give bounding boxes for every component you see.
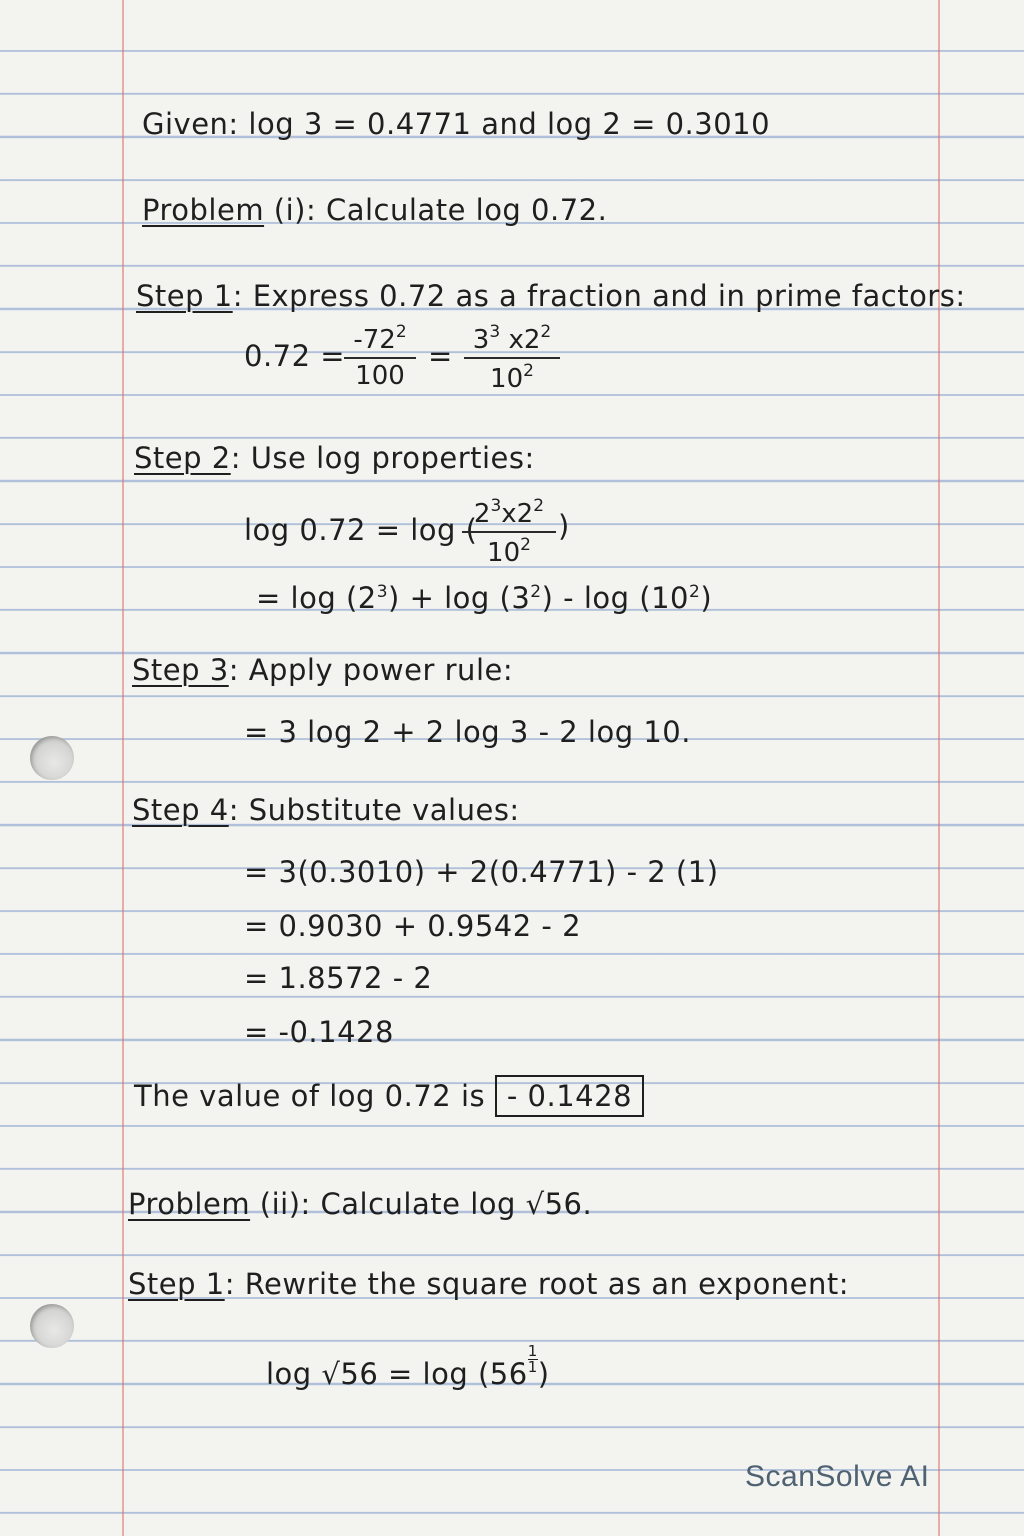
fraction-72-over-100: $\frac{-72^2}{100}$ xyxy=(344,324,416,389)
step-1-lhs: 0.72 = xyxy=(244,339,346,373)
step-4-line-1: = 3(0.3010) + 2(0.4771) - 2 (1) xyxy=(244,855,719,889)
problem-2-step-1-label: Step 1 xyxy=(128,1267,225,1301)
given-line xyxy=(142,107,771,141)
step-3-text: : Apply power rule: xyxy=(228,653,514,687)
step-4-line-3: = 1.8572 - 2 xyxy=(244,961,433,995)
punch-hole-bottom xyxy=(30,1304,74,1348)
step-3-heading xyxy=(132,653,514,687)
step-1-equals: = xyxy=(428,339,453,373)
problem-2-title: (ii): Calculate log √56. xyxy=(259,1187,593,1221)
margin-line-left xyxy=(122,0,124,1536)
brand-watermark: ScanSolve AI xyxy=(745,1460,930,1493)
step-4-text: : Substitute values: xyxy=(228,793,520,827)
problem-1-title: (i): Calculate log 0.72. xyxy=(273,193,608,227)
answer-text: The value of log 0.72 is xyxy=(134,1079,486,1113)
given-text: log 3 = 0.4771 and log 2 = 0.3010 xyxy=(248,107,771,141)
step-2-fraction: $\frac{2^3x2^2}{10^2}$ xyxy=(462,498,556,566)
step-3-line: = 3 log 2 + 2 log 3 - 2 log 10. xyxy=(244,715,691,749)
answer-box: - 0.1428 xyxy=(495,1075,644,1117)
step-4-line-4: = -0.1428 xyxy=(244,1015,394,1049)
margin-line-right xyxy=(938,0,940,1536)
problem-2-step-1-heading xyxy=(128,1267,850,1301)
answer-line xyxy=(134,1079,644,1113)
step-2-line-2: = $\log (2^3) + \log (3^2) - \log (10^2)$ xyxy=(256,581,713,615)
problem-1-label: Problem xyxy=(142,193,265,227)
step-2-line-1-close: ) xyxy=(558,509,570,543)
step-2-label: Step 2 xyxy=(134,441,231,475)
step-3-label: Step 3 xyxy=(132,653,229,687)
step-4-heading xyxy=(132,793,520,827)
problem-2-step-1-line: log √56 = log (56 $\frac{1}{1}$ ) xyxy=(266,1342,550,1391)
step-2-line-1-lhs: log 0.72 = log ( xyxy=(244,513,478,547)
problem-2-heading xyxy=(128,1187,593,1221)
punch-hole-top xyxy=(30,736,74,780)
given-label: Given: xyxy=(142,107,239,141)
step-4-line-2: = 0.9030 + 0.9542 - 2 xyxy=(244,909,582,943)
problem-1-heading xyxy=(142,193,608,227)
step-1-text: : Express 0.72 as a fraction and in prime factors: xyxy=(232,279,966,313)
step-1-heading xyxy=(136,279,966,313)
problem-2-label: Problem xyxy=(128,1187,251,1221)
step-1-label: Step 1 xyxy=(136,279,233,313)
step-2-heading xyxy=(134,441,535,475)
step-4-label: Step 4 xyxy=(132,793,229,827)
fraction-prime-factors: $\frac{3^3 x2^2}{10^2}$ xyxy=(464,324,560,392)
problem-2-step-1-text: : Rewrite the square root as an exponent: xyxy=(224,1267,850,1301)
step-2-text: : Use log properties: xyxy=(230,441,535,475)
